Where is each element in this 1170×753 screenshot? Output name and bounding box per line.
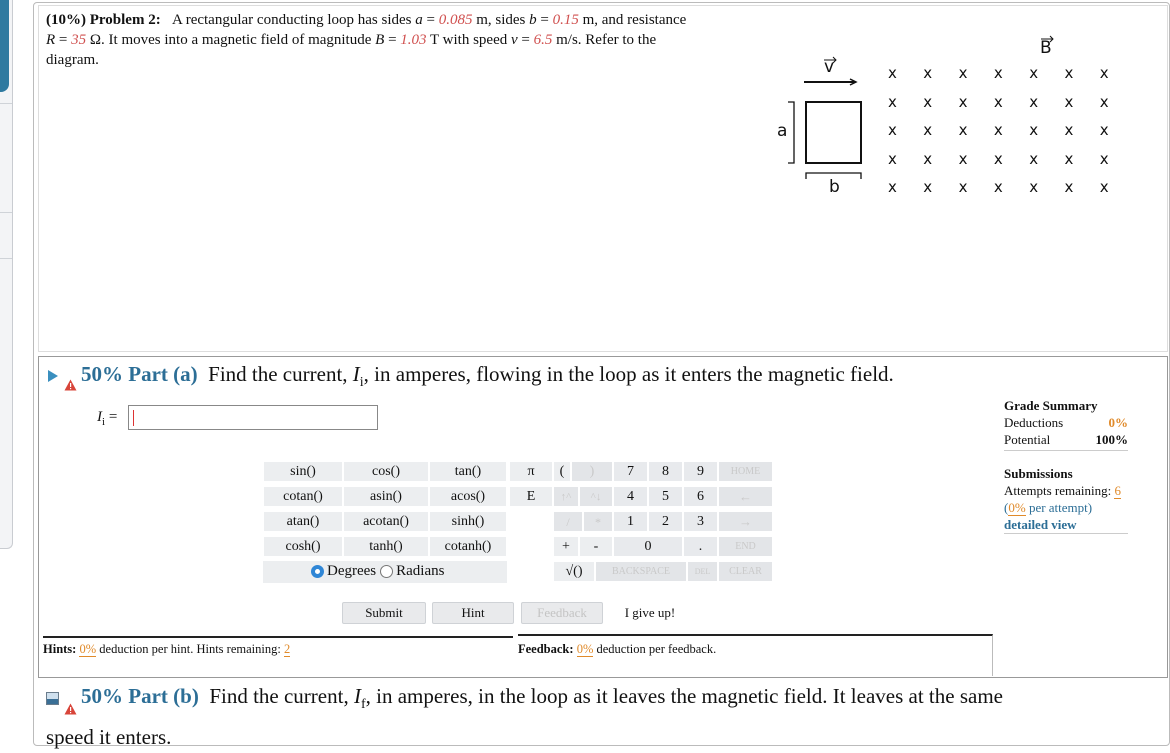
conducting-loop: [806, 102, 861, 163]
feedback-text: deduction per feedback.: [593, 642, 717, 656]
key-cosh[interactable]: cosh(): [263, 536, 343, 557]
problem-text-2: m, sides: [472, 12, 530, 28]
key-tanh[interactable]: tanh(): [343, 536, 429, 557]
degrees-label: Degrees: [327, 563, 377, 579]
radians-radio[interactable]: [380, 565, 393, 578]
label-v: v: [824, 57, 835, 77]
field-symbol: x: [1099, 121, 1109, 139]
field-symbol: x: [1064, 178, 1074, 196]
key-e[interactable]: E: [509, 486, 553, 507]
field-symbol: x: [923, 121, 933, 139]
key-9[interactable]: 9: [683, 461, 718, 482]
left-panel-accent: [0, 0, 9, 92]
key-acotan[interactable]: acotan(): [343, 511, 429, 532]
equals: =: [55, 32, 72, 48]
symbol-b: b: [529, 12, 537, 28]
give-up-button[interactable]: I give up!: [609, 602, 691, 624]
equals: =: [536, 12, 553, 28]
problem-header: (10%) Problem 2:: [46, 12, 161, 28]
symbol-r: R: [46, 32, 56, 48]
angle-mode-selector: [263, 561, 507, 583]
divider: [1004, 450, 1128, 451]
field-symbol: x: [888, 64, 897, 82]
key-home[interactable]: HOME: [718, 461, 773, 482]
side-a-bracket: [788, 102, 794, 163]
field-symbol: x: [958, 178, 968, 196]
current-symbol: I: [353, 684, 361, 708]
field-symbol: x: [1029, 178, 1039, 196]
part-b-percent: 50% Part (b): [81, 684, 199, 708]
attempts-label: Attempts remaining:: [1004, 483, 1115, 498]
label-B: B: [1040, 38, 1052, 58]
key-open-paren[interactable]: (: [553, 461, 571, 482]
symbol-B: B: [375, 32, 385, 48]
attempts-remaining: 6: [1114, 483, 1121, 498]
field-symbol: x: [888, 178, 897, 196]
key-asin[interactable]: asin(): [343, 486, 429, 507]
equals: =: [384, 32, 401, 48]
key-pi[interactable]: π: [509, 461, 553, 482]
field-symbol: x: [1099, 92, 1109, 111]
field-symbol: x: [993, 64, 1003, 82]
field-symbol: x: [1029, 121, 1039, 139]
key-minus[interactable]: -: [579, 536, 613, 557]
divider: [0, 258, 12, 259]
key-atan[interactable]: atan(): [263, 511, 343, 532]
key-7[interactable]: 7: [613, 461, 648, 482]
feedback-deduction: 0%: [576, 642, 594, 656]
answer-subscript: i: [102, 416, 106, 428]
part-a-title: [48, 360, 894, 397]
key-up[interactable]: ↑^: [553, 486, 579, 507]
deductions-label: Deductions: [1004, 415, 1064, 430]
deductions-value: 0%: [1108, 415, 1128, 430]
key-divide[interactable]: /: [553, 511, 583, 532]
current-symbol: I: [352, 362, 360, 386]
key-end[interactable]: END: [718, 536, 773, 557]
label-a: a: [777, 121, 788, 141]
part-b-title: [46, 680, 1146, 753]
field-symbol: x: [993, 149, 1003, 168]
key-sqrt[interactable]: √(): [553, 561, 595, 582]
degrees-radio[interactable]: [311, 565, 324, 578]
value-a: 0.085: [438, 12, 473, 28]
radians-label: Radians: [396, 563, 445, 579]
field-symbol: x: [1099, 178, 1109, 196]
problem-text-7: diagram.: [46, 52, 99, 68]
feedback-label: Feedback:: [518, 642, 574, 656]
expand-arrow-icon[interactable]: [48, 370, 58, 382]
key-left[interactable]: ←: [718, 486, 773, 507]
label-b: b: [829, 177, 840, 197]
key-right[interactable]: →: [718, 511, 773, 532]
key-6[interactable]: 6: [683, 486, 718, 507]
feedback-button[interactable]: Feedback: [521, 602, 603, 624]
value-b: 0.15: [552, 12, 579, 28]
potential-value: 100%: [1095, 432, 1128, 447]
equals: =: [422, 12, 439, 28]
key-del[interactable]: DEL: [687, 561, 718, 582]
field-symbol: x: [958, 121, 968, 139]
key-1[interactable]: 1: [613, 511, 648, 532]
field-symbol: x: [993, 92, 1003, 111]
divider: [0, 212, 12, 213]
symbol-v: v: [510, 32, 518, 48]
collapsed-part-icon[interactable]: [46, 692, 59, 705]
key-3[interactable]: 3: [683, 511, 718, 532]
part-b-question-1: Find the current,: [209, 684, 354, 708]
field-symbol: x: [923, 64, 933, 82]
value-v: 6.5: [533, 32, 553, 48]
part-b-question-2: , in amperes, in the loop as it leaves the magnetic field. It leaves at the same: [365, 684, 1003, 708]
grade-summary: Grade Summary Deductions 0% Potential 100% Submissions Attempts remaining: 6 (0% per attempt) detailed view: [1004, 398, 1128, 532]
field-symbol: x: [923, 178, 933, 196]
left-panel-tab[interactable]: [0, 0, 13, 549]
value-B: 1.03: [400, 32, 427, 48]
hints-label: Hints:: [43, 642, 77, 656]
hints-remaining: 2: [283, 642, 291, 656]
problem-text-4: Ω. It moves into a magnetic field of magnitude: [86, 32, 376, 48]
key-8[interactable]: 8: [648, 461, 683, 482]
field-symbol: x: [958, 92, 968, 111]
key-4[interactable]: 4: [613, 486, 648, 507]
key-sin[interactable]: sin(): [263, 461, 343, 482]
key-sinh[interactable]: sinh(): [429, 511, 507, 532]
key-2[interactable]: 2: [648, 511, 683, 532]
field-symbol: x: [923, 149, 933, 168]
hints-deduction: 0%: [79, 642, 97, 656]
problem-text-3: m, and resistance: [578, 12, 687, 28]
divider: [0, 103, 12, 104]
problem-text-1: A rectangular conducting loop has sides: [171, 12, 416, 28]
answer-label: [97, 409, 117, 428]
key-backspace[interactable]: BACKSPACE: [595, 561, 687, 582]
submissions-title: Submissions: [1004, 466, 1073, 481]
key-0[interactable]: 0: [613, 536, 683, 557]
answer-equals: =: [108, 409, 118, 425]
field-symbol: x: [958, 149, 968, 168]
part-a-question-2: , in amperes, flowing in the loop as it enters the magnetic field.: [363, 362, 894, 386]
key-decimal[interactable]: .: [683, 536, 718, 557]
submit-button[interactable]: Submit: [342, 602, 426, 624]
field-symbol: x: [1064, 92, 1074, 111]
detailed-view-link[interactable]: detailed view: [1004, 516, 1128, 534]
current-subscript: i: [359, 375, 364, 391]
key-clear[interactable]: CLEAR: [718, 561, 773, 582]
key-5[interactable]: 5: [648, 486, 683, 507]
warning-icon: [64, 370, 77, 382]
loop-field-diagram: [770, 35, 1150, 205]
value-r: 35: [71, 32, 87, 48]
symbol-a: a: [415, 12, 423, 28]
per-attempt-text: per attempt): [1025, 500, 1093, 515]
field-symbol: x: [1064, 64, 1074, 82]
field-symbol: x: [888, 92, 897, 111]
hint-button[interactable]: Hint: [432, 602, 514, 624]
field-symbol: x: [923, 92, 933, 111]
per-attempt-percent: 0%: [1008, 500, 1026, 515]
potential-label: Potential: [1004, 432, 1051, 447]
key-multiply[interactable]: *: [583, 511, 613, 532]
problem-text: [46, 10, 766, 70]
field-symbol: x: [958, 64, 968, 82]
key-acos[interactable]: acos(): [429, 486, 507, 507]
field-symbol: x: [1029, 64, 1039, 82]
key-caret-down[interactable]: ^↓: [579, 486, 613, 507]
key-cos[interactable]: cos(): [343, 461, 429, 482]
key-close-paren[interactable]: ): [571, 461, 613, 482]
key-tan[interactable]: tan(): [429, 461, 507, 482]
field-symbol: x: [993, 178, 1003, 196]
grade-summary-title: Grade Summary: [1004, 398, 1098, 413]
hints-bar: [43, 636, 513, 660]
field-symbol: x: [1064, 121, 1074, 139]
feedback-bar: [518, 634, 993, 676]
key-cotan[interactable]: cotan(): [263, 486, 343, 507]
current-subscript: f: [360, 697, 366, 713]
problem-text-6: m/s. Refer to the: [552, 32, 657, 48]
part-a-percent: 50% Part (a): [81, 362, 198, 386]
text-caret: [133, 410, 134, 426]
field-symbol: x: [1064, 149, 1074, 168]
field-symbol: x: [888, 121, 897, 139]
field-symbol: x: [993, 121, 1003, 139]
key-plus[interactable]: +: [553, 536, 579, 557]
warning-icon: [64, 692, 77, 704]
key-cotanh[interactable]: cotanh(): [429, 536, 507, 557]
field-symbol: x: [1099, 149, 1109, 168]
field-symbol: x: [1099, 64, 1109, 82]
field-symbol: x: [888, 149, 897, 168]
equals: =: [517, 32, 534, 48]
field-symbol: x: [1029, 149, 1039, 168]
answer-input[interactable]: [128, 405, 378, 430]
part-b-question-3: speed it enters.: [46, 725, 172, 750]
answer-symbol: I: [97, 409, 102, 425]
part-a-question-1: Find the current,: [208, 362, 353, 386]
field-symbol: x: [1029, 92, 1039, 111]
hints-text: deduction per hint. Hints remaining:: [96, 642, 284, 656]
problem-text-5: T with speed: [426, 32, 511, 48]
